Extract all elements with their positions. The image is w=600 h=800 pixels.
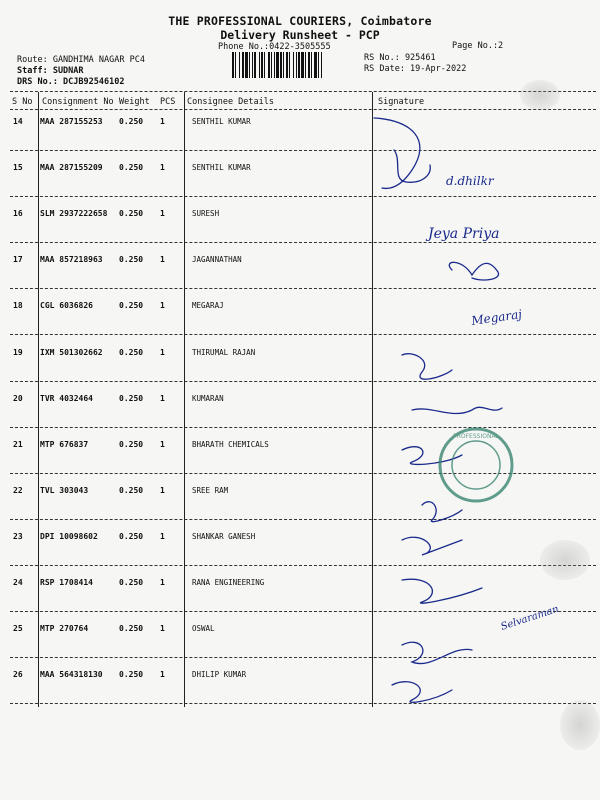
col-header-pcs: PCS bbox=[160, 97, 176, 107]
cell-consignee: MEGARAJ bbox=[192, 301, 224, 311]
cell-consignment: TVR 4032464 bbox=[40, 393, 93, 403]
route-label: Route: GANDHIMA NAGAR PC4 bbox=[17, 55, 145, 65]
scan-smudge bbox=[540, 540, 590, 580]
col-header-sno: S No bbox=[12, 97, 33, 107]
cell-weight: 0.250 bbox=[119, 163, 144, 173]
col-header-weight: Weight bbox=[119, 97, 150, 107]
cell-weight: 0.250 bbox=[119, 117, 144, 126]
cell-sno: 21 bbox=[13, 439, 23, 449]
cell-sno: 24 bbox=[13, 578, 23, 587]
cell-weight: 0.250 bbox=[119, 301, 144, 311]
signature-text: Megaraj bbox=[470, 307, 523, 328]
cell-pcs: 1 bbox=[160, 485, 165, 495]
cell-consignment: MAA 287155253 bbox=[40, 117, 103, 126]
cell-consignment: CGL 6036826 bbox=[40, 301, 93, 311]
cell-consignee: SENTHIL KUMAR bbox=[192, 163, 251, 173]
cell-sno: 20 bbox=[13, 393, 23, 403]
cell-sno: 22 bbox=[13, 485, 23, 495]
cell-consignee: RANA ENGINEERING bbox=[192, 578, 265, 587]
cell-weight: 0.250 bbox=[119, 255, 144, 265]
signature-stroke bbox=[402, 642, 472, 663]
cell-pcs: 1 bbox=[160, 439, 165, 449]
cell-consignee: SHANKAR GANESH bbox=[192, 531, 256, 541]
header-top-rule bbox=[10, 91, 596, 92]
cell-weight: 0.250 bbox=[119, 485, 144, 495]
cell-sno: 23 bbox=[13, 531, 23, 541]
cell-consignment: DPI 10098602 bbox=[40, 531, 98, 541]
scan-smudge bbox=[560, 700, 600, 750]
col-header-consignment: Consignment No bbox=[42, 97, 114, 107]
signature-stroke bbox=[402, 354, 452, 380]
rs-date: RS Date: 19-Apr-2022 bbox=[364, 64, 467, 74]
scan-smudge bbox=[520, 80, 560, 110]
cell-consignment: SLM 2937222658 bbox=[40, 209, 108, 219]
cell-consignee: JAGANNATHAN bbox=[192, 255, 242, 265]
cell-weight: 0.250 bbox=[119, 578, 144, 587]
cell-consignment: IXM 501302662 bbox=[40, 347, 103, 357]
cell-weight: 0.250 bbox=[119, 393, 144, 403]
cell-pcs: 1 bbox=[160, 531, 165, 541]
cell-pcs: 1 bbox=[160, 209, 165, 219]
signature-stroke bbox=[422, 502, 462, 522]
cell-weight: 0.250 bbox=[119, 624, 144, 634]
cell-consignment: MAA 857218963 bbox=[40, 255, 103, 265]
cell-sno: 17 bbox=[13, 255, 23, 265]
cell-consignment: MTP 270764 bbox=[40, 624, 89, 634]
signature-stroke bbox=[392, 682, 452, 703]
signature-text: Selvaraman bbox=[499, 603, 561, 633]
cell-weight: 0.250 bbox=[119, 439, 144, 449]
cell-pcs: 1 bbox=[160, 393, 165, 403]
cell-pcs: 1 bbox=[160, 670, 165, 680]
cell-weight: 0.250 bbox=[119, 347, 144, 357]
cell-consignment: MTP 676837 bbox=[40, 439, 89, 449]
col-divider-sno bbox=[38, 92, 39, 707]
signature-stroke bbox=[402, 447, 462, 465]
cell-pcs: 1 bbox=[160, 163, 165, 173]
runsheet-subtitle: Delivery Runsheet - PCP bbox=[220, 28, 380, 42]
cell-consignment: MAA 564318130 bbox=[40, 670, 103, 680]
signature-stroke bbox=[394, 150, 430, 182]
col-header-consignee: Consignee Details bbox=[187, 97, 274, 107]
cell-consignee: KUMARAN bbox=[192, 393, 224, 403]
cell-pcs: 1 bbox=[160, 301, 165, 311]
barcode-image bbox=[232, 52, 356, 78]
staff-label: Staff: SUDNAR bbox=[17, 66, 84, 76]
cell-sno: 16 bbox=[13, 209, 23, 219]
cell-pcs: 1 bbox=[160, 117, 165, 126]
phone-number: Phone No.:0422-3505555 bbox=[218, 42, 331, 52]
signature-text: Jeya Priya bbox=[428, 226, 500, 242]
cell-consignee: DHILIP KUMAR bbox=[192, 670, 247, 680]
cell-weight: 0.250 bbox=[119, 531, 144, 541]
company-title: THE PROFESSIONAL COURIERS, Coimbatore bbox=[168, 14, 432, 28]
signature-area bbox=[372, 110, 600, 720]
cell-consignee: SENTHIL KUMAR bbox=[192, 117, 251, 126]
cell-consignee: THIRUMAL RAJAN bbox=[192, 347, 256, 357]
stamp-seal bbox=[440, 429, 512, 501]
cell-sno: 18 bbox=[13, 301, 23, 311]
signature-stroke bbox=[374, 118, 420, 188]
cell-pcs: 1 bbox=[160, 624, 165, 634]
cell-weight: 0.250 bbox=[119, 670, 144, 680]
drs-number: DRS No.: DCJB92546102 bbox=[17, 77, 125, 87]
cell-sno: 19 bbox=[13, 347, 23, 357]
cell-sno: 26 bbox=[13, 670, 23, 680]
signature-stroke bbox=[402, 537, 462, 555]
signature-text: d.dhilkr bbox=[446, 174, 494, 188]
cell-consignment: MAA 287155209 bbox=[40, 163, 103, 173]
cell-pcs: 1 bbox=[160, 347, 165, 357]
col-header-signature: Signature bbox=[378, 97, 425, 107]
cell-pcs: 1 bbox=[160, 578, 165, 587]
signature-stroke bbox=[449, 262, 498, 280]
signature-stroke bbox=[402, 579, 482, 603]
cell-consignment: TVL 303043 bbox=[40, 485, 89, 495]
cell-consignee: SURESH bbox=[192, 209, 220, 219]
svg-text:PROFESSIONAL: PROFESSIONAL bbox=[453, 433, 499, 440]
cell-sno: 14 bbox=[13, 117, 23, 126]
cell-sno: 15 bbox=[13, 163, 23, 173]
page-number: Page No.:2 bbox=[452, 41, 504, 51]
cell-consignee: SREE RAM bbox=[192, 485, 229, 495]
cell-consignee: OSWAL bbox=[192, 624, 215, 634]
cell-consignee: BHARATH CHEMICALS bbox=[192, 439, 269, 449]
signature-stroke bbox=[412, 407, 502, 413]
cell-sno: 25 bbox=[13, 624, 23, 634]
col-divider-consignee bbox=[184, 92, 185, 707]
cell-consignment: RSP 1708414 bbox=[40, 578, 93, 587]
rs-number: RS No.: 925461 bbox=[364, 53, 436, 63]
cell-pcs: 1 bbox=[160, 255, 165, 265]
cell-weight: 0.250 bbox=[119, 209, 144, 219]
